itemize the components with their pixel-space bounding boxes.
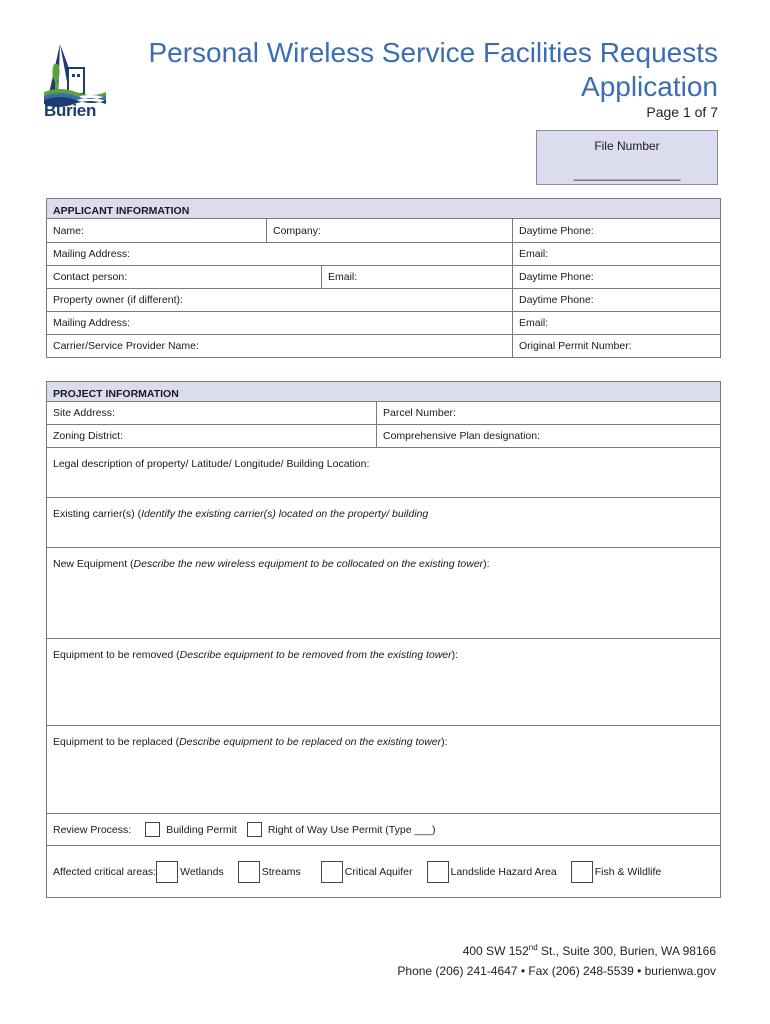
landslide-checkbox[interactable] bbox=[427, 861, 449, 883]
new-equipment-field[interactable] bbox=[47, 548, 721, 639]
building-permit-label: Building Permit bbox=[166, 823, 237, 836]
critical-aquifer-label: Critical Aquifer bbox=[344, 865, 413, 878]
page-number: Page 1 of 7 bbox=[646, 104, 718, 120]
contact-phone-field[interactable]: Daytime Phone: bbox=[513, 266, 721, 289]
building-permit-checkbox[interactable] bbox=[145, 822, 160, 837]
equipment-replaced-field[interactable] bbox=[47, 726, 721, 814]
email-field[interactable]: Email: bbox=[513, 243, 721, 266]
applicant-heading: APPLICANT INFORMATION bbox=[47, 199, 721, 219]
carrier-name-field[interactable]: Carrier/Service Provider Name: bbox=[47, 335, 513, 358]
owner-email-field[interactable]: Email: bbox=[513, 312, 721, 335]
new-equipment-label: New Equipment ( bbox=[53, 558, 134, 570]
comp-plan-field[interactable]: Comprehensive Plan designation: bbox=[377, 425, 721, 448]
review-process-label: Review Process: bbox=[53, 823, 132, 836]
new-equipment-hint: Describe the new wireless equipment to be collocated on the existing tower bbox=[133, 558, 484, 570]
file-number-line: ________________ bbox=[573, 167, 681, 181]
name-field[interactable]: Name: bbox=[47, 219, 267, 243]
mailing-address-field[interactable]: Mailing Address: bbox=[47, 243, 513, 266]
replaced-hint: Describe equipment to be replaced on the existing tower bbox=[179, 736, 442, 748]
project-info-table bbox=[46, 381, 721, 898]
parcel-number-field[interactable]: Parcel Number: bbox=[377, 402, 721, 425]
contact-email-field[interactable]: Email: bbox=[322, 266, 513, 289]
original-permit-field[interactable]: Original Permit Number: bbox=[513, 335, 721, 358]
owner-mailing-field[interactable]: Mailing Address: bbox=[47, 312, 513, 335]
footer-address-pre: 400 SW 152 bbox=[462, 944, 529, 958]
critical-areas-label: Affected critical areas: bbox=[53, 865, 157, 878]
new-equipment-end: ): bbox=[483, 558, 490, 570]
applicant-info-table bbox=[46, 198, 721, 358]
wetlands-checkbox[interactable] bbox=[156, 861, 178, 883]
review-process-row bbox=[47, 814, 721, 846]
file-number-box bbox=[536, 130, 718, 185]
footer-address-sup: nd bbox=[528, 943, 538, 952]
streams-label: Streams bbox=[261, 865, 301, 878]
legal-description-field[interactable]: Legal description of property/ Latitude/ Longitude/ Building Location: bbox=[47, 448, 721, 498]
footer bbox=[397, 938, 716, 981]
owner-phone-field[interactable]: Daytime Phone: bbox=[513, 289, 721, 312]
file-number-label: File Number bbox=[594, 139, 660, 153]
critical-aquifer-checkbox[interactable] bbox=[321, 861, 343, 883]
footer-address-post: St., Suite 300, Burien, WA 98166 bbox=[537, 944, 716, 958]
wetlands-label: Wetlands bbox=[180, 865, 224, 878]
existing-carriers-hint: Identify the existing carrier(s) located on the property/ building bbox=[141, 508, 429, 520]
site-address-field[interactable]: Site Address: bbox=[47, 402, 377, 425]
daytime-phone-field[interactable]: Daytime Phone: bbox=[513, 219, 721, 243]
property-owner-field[interactable]: Property owner (if different): bbox=[47, 289, 513, 312]
page-title bbox=[148, 36, 718, 104]
row-permit-label: Right of Way Use Permit (Type ___) bbox=[267, 823, 436, 836]
company-field[interactable]: Company: bbox=[267, 219, 513, 243]
zoning-district-field[interactable]: Zoning District: bbox=[47, 425, 377, 448]
critical-areas-row bbox=[47, 846, 721, 898]
row-permit-checkbox[interactable] bbox=[247, 822, 262, 837]
existing-carriers-label: Existing carrier(s) ( bbox=[53, 508, 142, 520]
project-heading: PROJECT INFORMATION bbox=[47, 382, 721, 402]
existing-carriers-field[interactable] bbox=[47, 498, 721, 548]
title-line-2: Application bbox=[581, 71, 718, 102]
removed-end: ): bbox=[451, 649, 459, 661]
footer-address bbox=[397, 938, 716, 961]
equipment-removed-field[interactable] bbox=[47, 639, 721, 726]
footer-contact: Phone (206) 241-4647 • Fax (206) 248-5539 • burienwa.gov bbox=[397, 964, 716, 978]
fish-wildlife-label: Fish & Wildlife bbox=[594, 865, 662, 878]
replaced-label: Equipment to be replaced ( bbox=[53, 736, 180, 748]
removed-label: Equipment to be removed ( bbox=[53, 649, 180, 661]
contact-person-field[interactable]: Contact person: bbox=[47, 266, 322, 289]
replaced-end: ): bbox=[441, 736, 448, 748]
fish-wildlife-checkbox[interactable] bbox=[571, 861, 593, 883]
removed-hint: Describe equipment to be removed from the existing tower bbox=[179, 649, 452, 661]
logo-text: Burien bbox=[44, 101, 97, 120]
streams-checkbox[interactable] bbox=[238, 861, 260, 883]
landslide-label: Landslide Hazard Area bbox=[450, 865, 557, 878]
title-line-1: Personal Wireless Service Facilities Requests bbox=[148, 37, 718, 68]
